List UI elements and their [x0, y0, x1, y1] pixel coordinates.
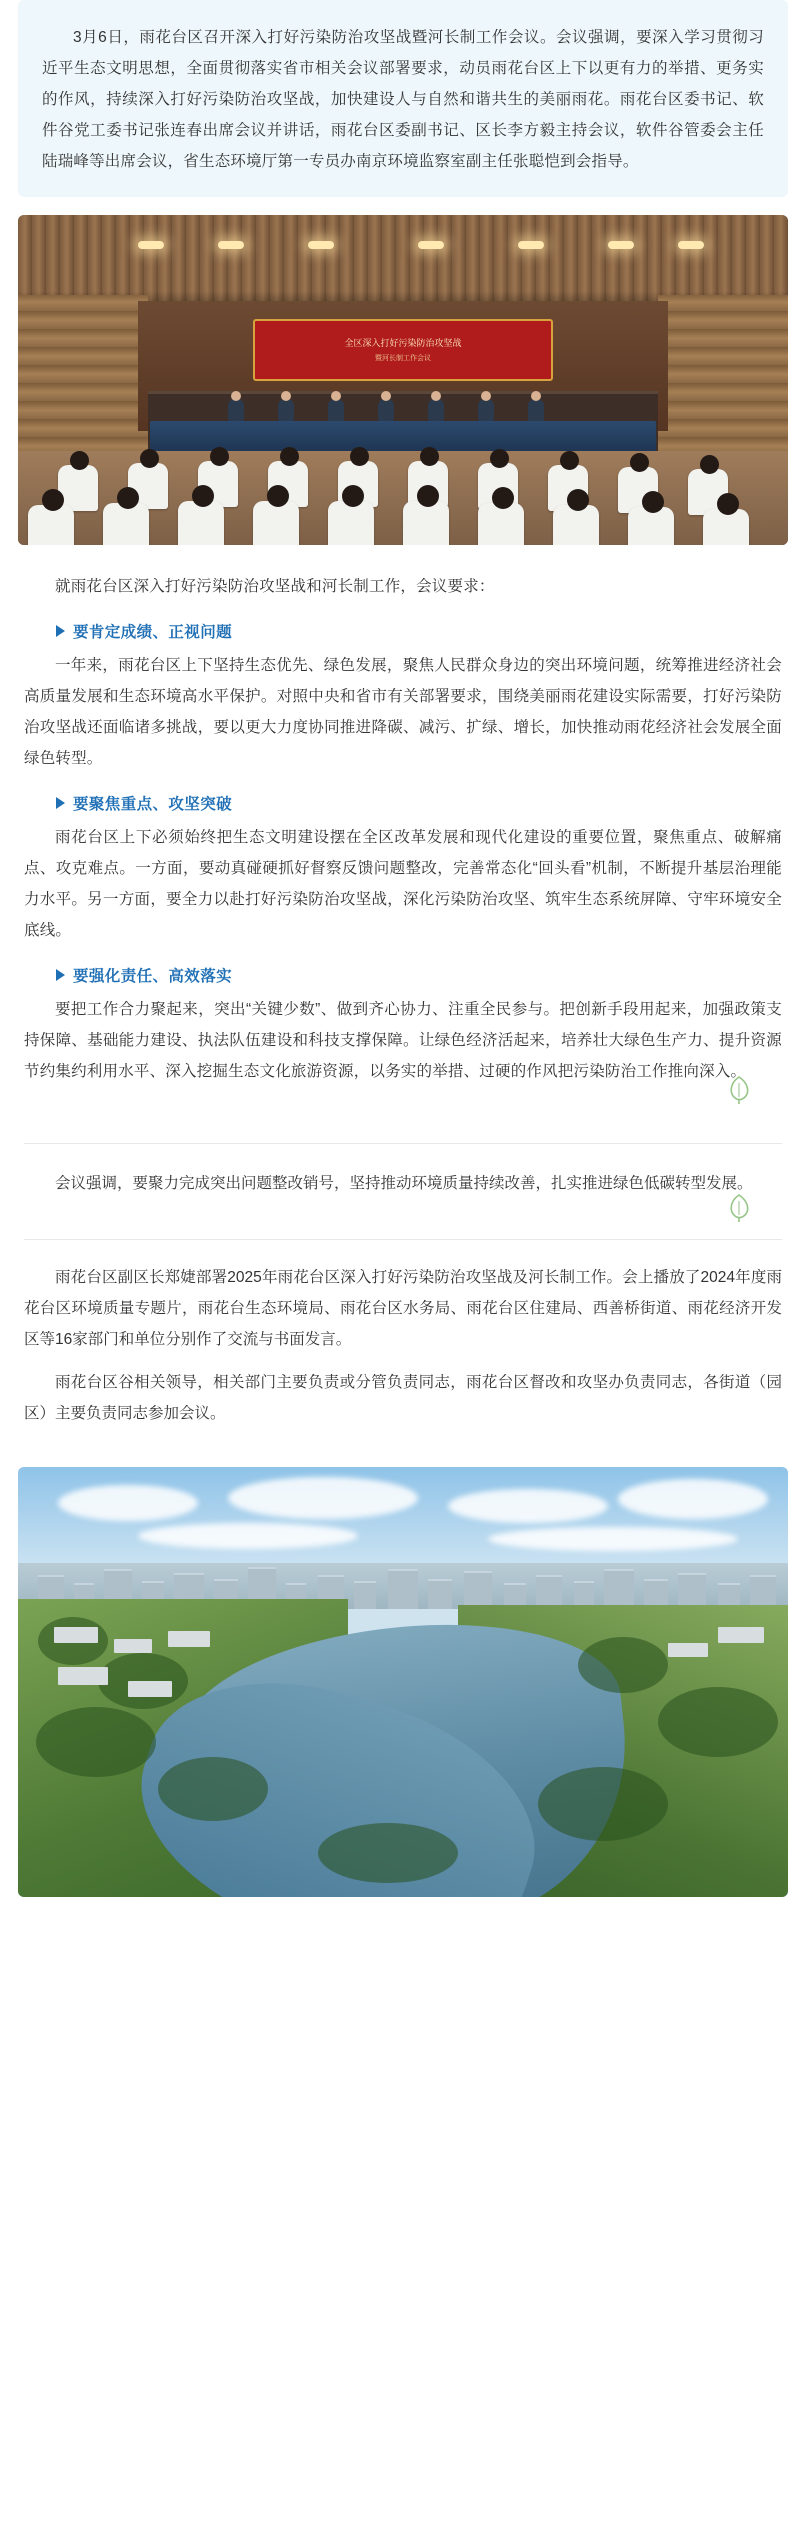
section-body-3: 要把工作合力聚起来，突出“关键少数”、做到齐心协力、注重全民参与。把创新手段用起来，加强政策支持保障、基础能力建设、执法队伍建设和科技支撑保障。让绿色经济活起来，培养壮大绿色生产力、提升资源节约集约利用水平、深入挖掘生态文化旅游资源，以务实的举措、过硬的作风把污染防治工作推向深入。 [24, 1001, 782, 1080]
note-paragraph: 会议强调，要聚力完成突出问题整改销号，坚持推动环境质量持续改善，扎实推进绿色低碳转型发展。 [55, 1175, 753, 1192]
triangle-bullet-icon [56, 625, 65, 637]
meeting-photo [18, 215, 788, 545]
intro-card [18, 0, 788, 197]
tail-paragraph-2: 雨花台区谷相关领导，相关部门主要负责或分管负责同志，雨花台区督改和攻坚办负责同志，各街道（园区）主要负责同志参加会议。 [24, 1374, 782, 1422]
intro-paragraph: 3月6日，雨花台区召开深入打好污染防治攻坚战暨河长制工作会议。会议强调，要深入学习贯彻习近平生态文明思想，全面贯彻落实省市相关会议部署要求，动员雨花台区上下以更有力的举措、更务实的作风，持续深入打好污染防治攻坚战，加快建设人与自然和谐共生的美丽雨花。雨花台区委书记、软件谷党工委书记张连春出席会议并讲话，雨花台区委副书记、区长李方毅主持会议，软件谷管委会主任陆瑞峰等出席会议，省生态环境厅第一专员办南京环境监察室副主任张聪恺到会指导。 [42, 29, 764, 170]
section-heading-1-label: 要肯定成绩、正视问题 [73, 624, 233, 641]
meeting-banner [253, 319, 553, 381]
tail-paragraph-1: 雨花台区副区长郑婕部署2025年雨花台区深入打好污染防治攻坚战及河长制工作。会上播放了2024年度雨花台区环境质量专题片，雨花台生态环境局、雨花台区水务局、雨花台区住建局、西善桥街道、雨花经济开发区等16家部门和单位分别作了交流与书面发言。 [24, 1269, 782, 1348]
article-body [0, 545, 806, 1137]
section-heading-3 [56, 964, 782, 986]
aerial-river-photo [18, 1467, 788, 1897]
section-heading-2 [56, 792, 782, 814]
triangle-bullet-icon [56, 797, 65, 809]
ceiling [18, 215, 788, 307]
tail-block [0, 1240, 806, 1457]
audience-area [18, 445, 788, 545]
note-block [0, 1144, 806, 1233]
section-heading-1 [56, 620, 782, 642]
banner-title: 全区深入打好污染防治攻坚战 [344, 337, 462, 348]
section-heading-2-label: 要聚焦重点、攻坚突破 [73, 796, 233, 813]
requirement-lead: 就雨花台区深入打好污染防治攻坚战和河长制工作，会议要求： [55, 578, 495, 595]
triangle-bullet-icon [56, 969, 65, 981]
section-body-2: 雨花台区上下必须始终把生态文明建设摆在全区改革发展和现代化建设的重要位置，聚焦重点、破解痛点、攻克难点。一方面，要动真碰硬抓好督察反馈问题整改，完善常态化“回头看”机制，不断提升基层治理能力水平。另一方面，要全力以赴打好污染防治攻坚战，深化污染防治攻坚、筑牢生态系统屏障、守牢环境安全底线。 [24, 829, 782, 939]
leaf-mark-row-1 [24, 1101, 782, 1127]
leaf-icon [726, 1075, 752, 1105]
leaf-icon [726, 1193, 752, 1223]
section-heading-3-label: 要强化责任、高效落实 [73, 968, 233, 985]
meeting-photo-block [18, 215, 788, 545]
leaf-mark-row-2 [24, 1199, 782, 1225]
banner-subtitle: 暨河长制工作会议 [375, 355, 431, 363]
section-body-1: 一年来，雨花台区上下坚持生态优先、绿色发展，聚焦人民群众身边的突出环境问题，统筹推进经济社会高质量发展和生态环境高水平保护。对照中央和省市有关部署要求，围绕美丽雨花建设实际需要，打好污染防治攻坚战还面临诸多挑战，要以更大力度协同推进降碳、减污、扩绿、增长，加快推动雨花经济社会发展全面绿色转型。 [24, 657, 782, 767]
